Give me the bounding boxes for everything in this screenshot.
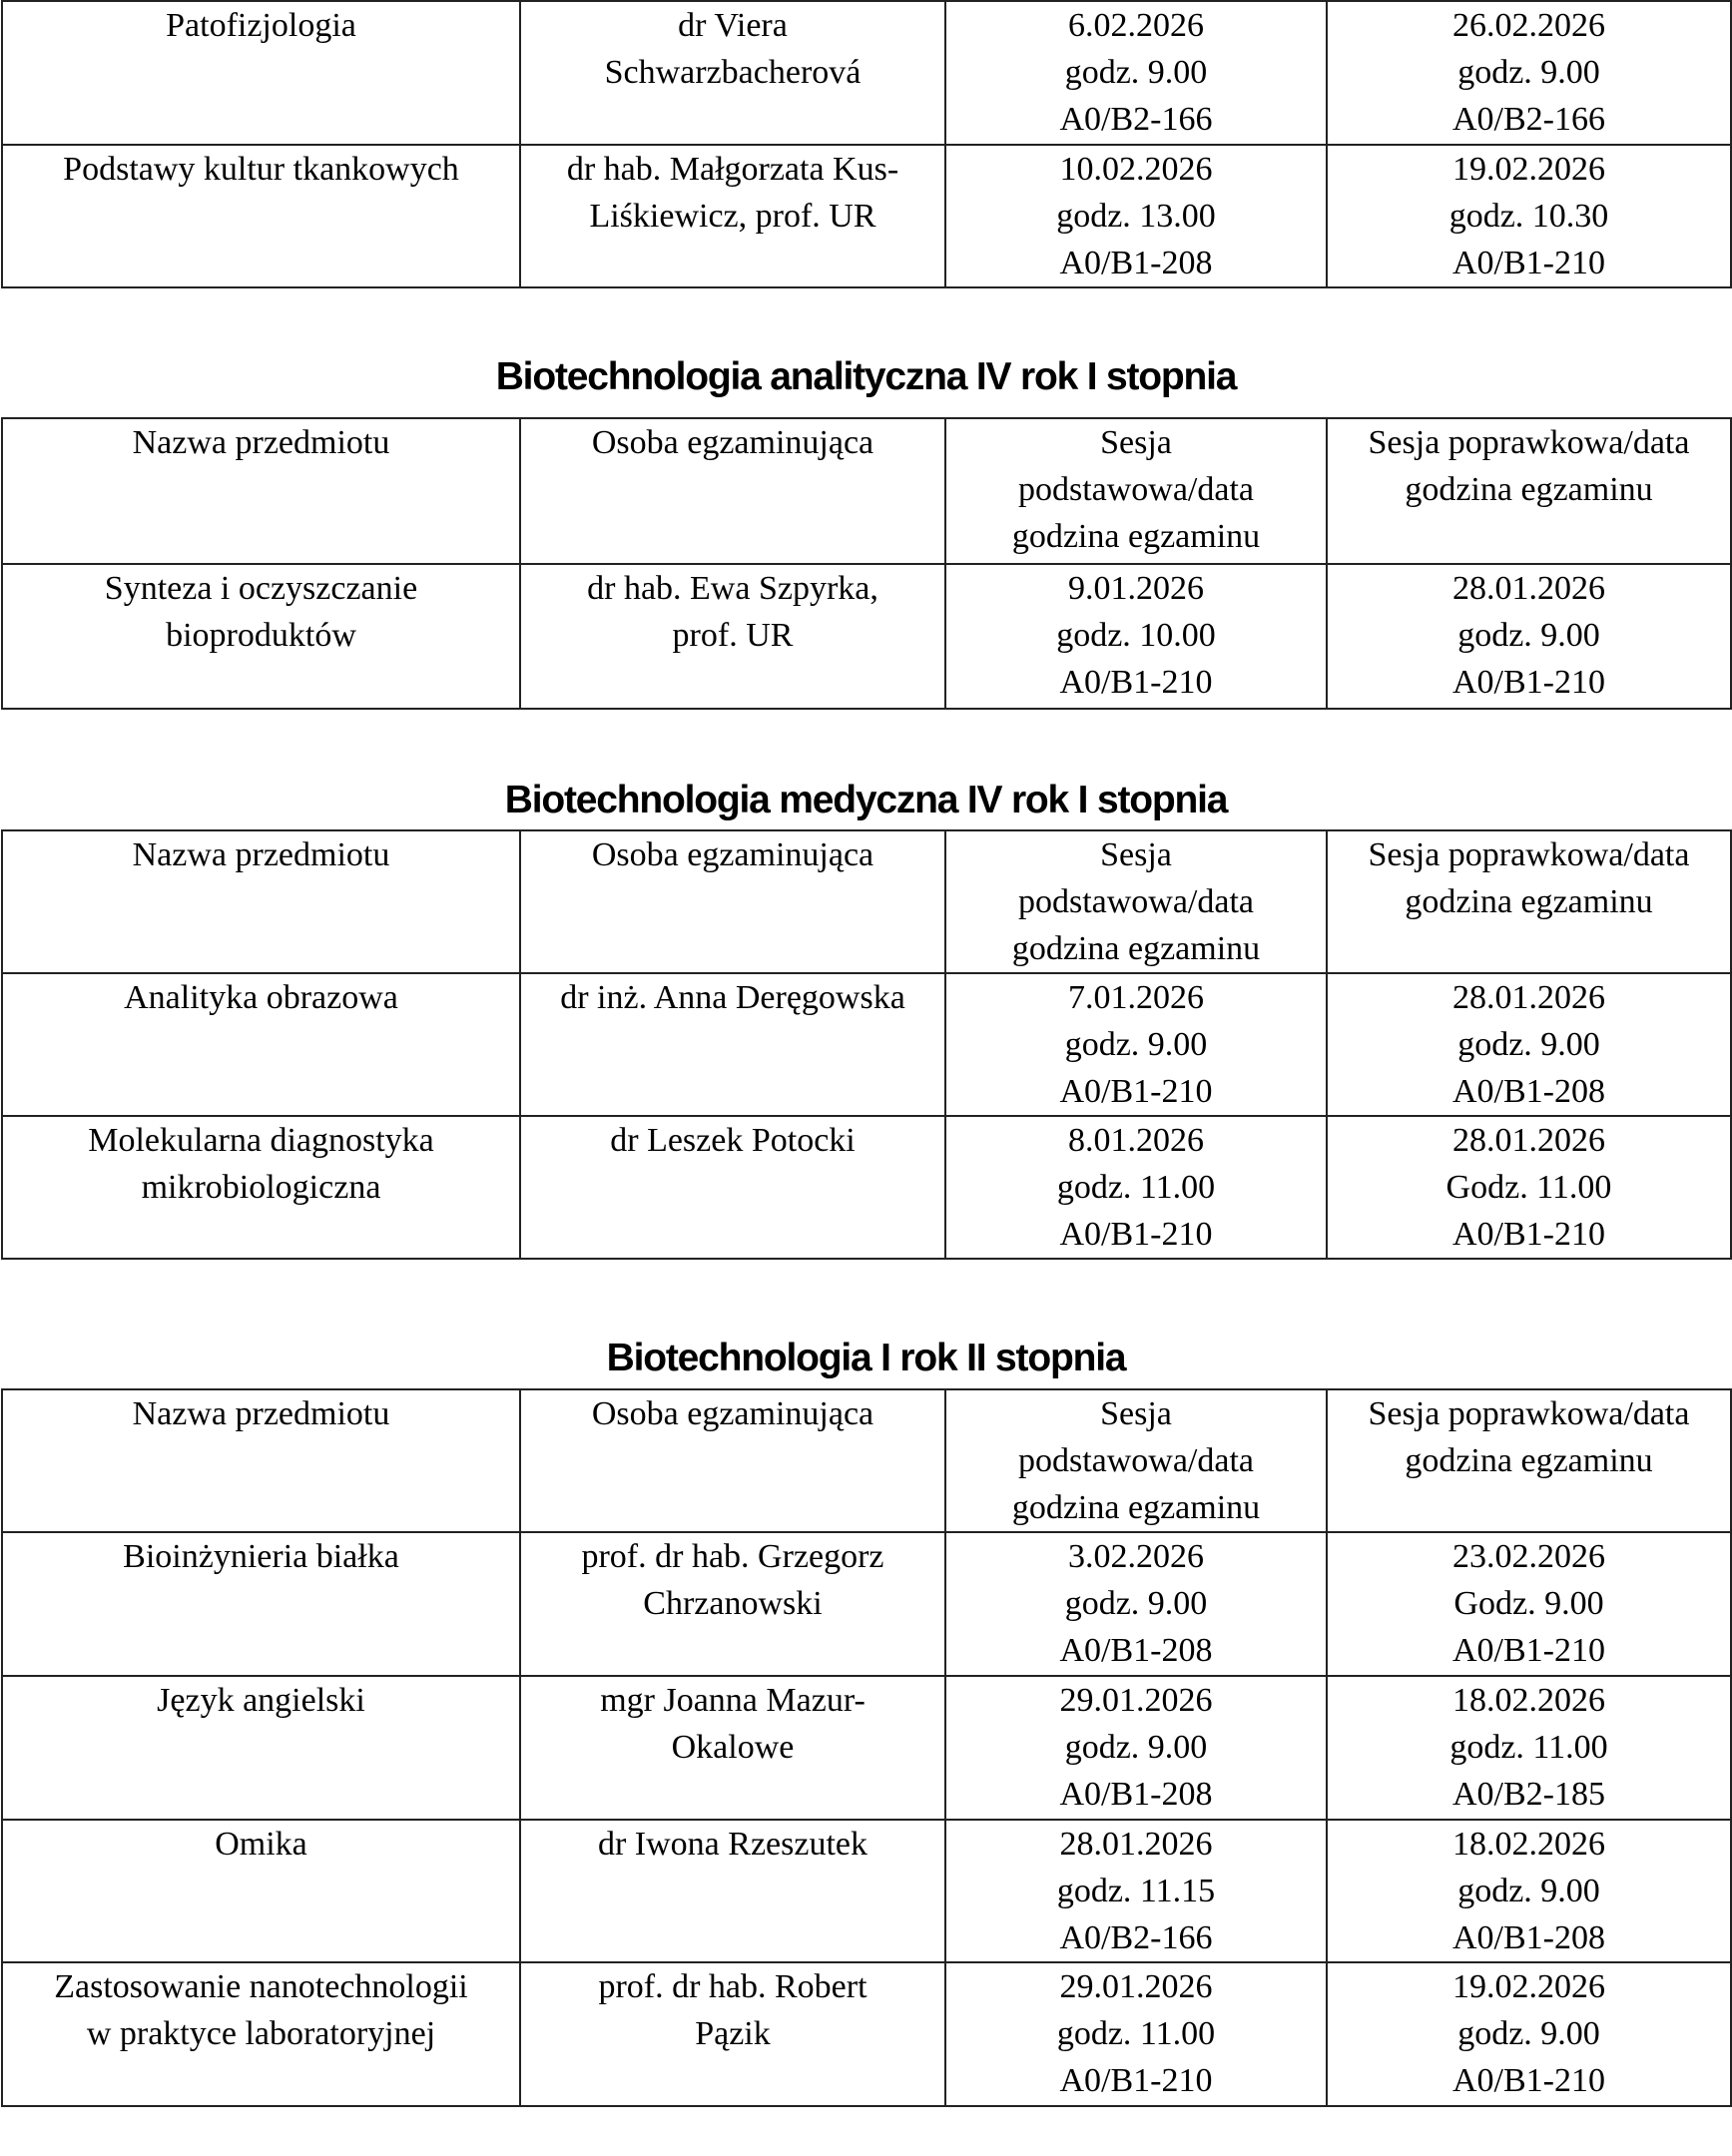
examiner-line: Liśkiewicz, prof. UR — [589, 198, 876, 235]
header-line: Nazwa przedmiotu — [132, 424, 390, 461]
header-main-session — [945, 830, 1327, 973]
header-retake-session — [1327, 418, 1731, 564]
examiner-line: dr hab. Ewa Szpyrka, — [587, 570, 878, 607]
exam-room: A0/B1-208 — [1059, 1632, 1213, 1669]
retake-session-cell — [1327, 1116, 1731, 1259]
exam-date: 19.02.2026 — [1452, 1968, 1605, 2005]
subject-line: Bioinżynieria białka — [123, 1538, 399, 1575]
subject-cell — [2, 1676, 520, 1820]
examiner-line: dr hab. Małgorzata Kus- — [566, 151, 899, 188]
subject-line: bioproduktów — [166, 617, 356, 654]
examiner-cell — [520, 1, 945, 145]
header-line: Sesja — [1100, 836, 1172, 873]
retake-session-cell — [1327, 1962, 1731, 2106]
header-line: podstawowa/data — [1017, 471, 1255, 508]
header-line: Sesja poprawkowa/data — [1368, 836, 1690, 873]
examiner-cell — [520, 1962, 945, 2106]
subject-cell — [2, 145, 520, 287]
section-title: Biotechnologia analityczna IV rok I stopnia — [495, 355, 1237, 398]
subject-line: Język angielski — [157, 1682, 365, 1719]
examiner-line: dr inż. Anna Deręgowska — [560, 979, 905, 1016]
header-retake-session — [1327, 1389, 1731, 1532]
table-row — [2, 1532, 1731, 1676]
header-line: podstawowa/data — [1017, 883, 1255, 920]
exam-date: 10.02.2026 — [1059, 151, 1213, 188]
exam-time: godz. 10.00 — [1056, 617, 1216, 654]
exam-table-masters — [1, 1388, 1732, 2107]
table-row — [2, 1676, 1731, 1820]
exam-time: godz. 9.00 — [1064, 1585, 1208, 1622]
main-session-cell — [945, 564, 1327, 709]
main-session-cell — [945, 1676, 1327, 1820]
exam-room: A0/B1-210 — [1452, 1216, 1605, 1253]
main-session-cell — [945, 1820, 1327, 1962]
exam-date: 26.02.2026 — [1452, 7, 1605, 44]
exam-time: godz. 11.15 — [1056, 1873, 1216, 1909]
header-main-session — [945, 418, 1327, 564]
retake-session-cell — [1327, 1, 1731, 145]
exam-room: A0/B1-210 — [1452, 1632, 1605, 1669]
header-line: godzina egzaminu — [1405, 1442, 1653, 1479]
header-main-session — [945, 1389, 1327, 1532]
examiner-line: prof. dr hab. Robert — [598, 1968, 867, 2005]
examiner-line: Schwarzbacherová — [604, 54, 862, 91]
exam-date: 28.01.2026 — [1059, 1826, 1213, 1863]
examiner-line: Chrzanowski — [643, 1585, 823, 1622]
header-line: godzina egzaminu — [1011, 1489, 1261, 1526]
exam-room: A0/B1-210 — [1452, 245, 1605, 281]
exam-room: A0/B2-166 — [1452, 101, 1605, 138]
header-line: Nazwa przedmiotu — [132, 1395, 390, 1432]
retake-session-cell — [1327, 564, 1731, 709]
exam-date: 18.02.2026 — [1452, 1682, 1605, 1719]
retake-session-cell — [1327, 1676, 1731, 1820]
subject-line: mikrobiologiczna — [141, 1169, 381, 1206]
main-session-cell — [945, 1962, 1327, 2106]
header-line: Osoba egzaminująca — [591, 424, 874, 461]
header-line: Sesja — [1100, 1395, 1172, 1432]
exam-time: godz. 11.00 — [1056, 2015, 1216, 2052]
subject-cell — [2, 1, 520, 145]
exam-date: 28.01.2026 — [1452, 1122, 1605, 1159]
exam-room: A0/B2-185 — [1452, 1776, 1605, 1813]
examiner-cell — [520, 564, 945, 709]
header-line: godzina egzaminu — [1011, 930, 1261, 967]
header-line: godzina egzaminu — [1405, 471, 1653, 508]
table-row — [2, 145, 1731, 287]
examiner-line: dr Leszek Potocki — [610, 1122, 856, 1159]
main-session-cell — [945, 1, 1327, 145]
subject-line: w praktyce laboratoryjnej — [86, 2015, 436, 2052]
exam-table-medical — [1, 829, 1732, 1260]
exam-time: godz. 9.00 — [1457, 617, 1600, 654]
header-line: Osoba egzaminująca — [591, 836, 874, 873]
subject-cell — [2, 1116, 520, 1259]
examiner-line: Okalowe — [671, 1729, 795, 1766]
exam-date: 18.02.2026 — [1452, 1826, 1605, 1863]
exam-room: A0/B1-208 — [1059, 1776, 1213, 1813]
exam-date: 6.02.2026 — [1068, 7, 1204, 44]
subject-line: Molekularna diagnostyka — [88, 1122, 434, 1159]
main-session-cell — [945, 1116, 1327, 1259]
exam-table-analytical — [1, 417, 1732, 710]
examiner-cell — [520, 1820, 945, 1962]
exam-time: godz. 9.00 — [1457, 54, 1600, 91]
main-session-cell — [945, 1532, 1327, 1676]
examiner-line: prof. dr hab. Grzegorz — [581, 1538, 884, 1575]
exam-room: A0/B1-210 — [1059, 1073, 1213, 1110]
exam-room: A0/B1-208 — [1059, 245, 1213, 281]
examiner-line: dr Iwona Rzeszutek — [597, 1826, 867, 1863]
header-examiner — [520, 1389, 945, 1532]
table-row — [2, 1, 1731, 145]
examiner-cell — [520, 1116, 945, 1259]
header-subject — [2, 1389, 520, 1532]
subject-line: Zastosowanie nanotechnologii — [54, 1968, 468, 2005]
exam-time: godz. 9.00 — [1064, 1729, 1208, 1766]
exam-time: godz. 9.00 — [1457, 1873, 1600, 1909]
header-line: Sesja poprawkowa/data — [1368, 424, 1690, 461]
table-row — [2, 1820, 1731, 1962]
examiner-cell — [520, 1676, 945, 1820]
table-header-row — [2, 830, 1731, 973]
subject-line: Podstawy kultur tkankowych — [63, 151, 459, 188]
section-title: Biotechnologia medyczna IV rok I stopnia — [504, 779, 1228, 821]
table-header-row — [2, 1389, 1731, 1532]
exam-time: godz. 9.00 — [1457, 1026, 1600, 1063]
examiner-cell — [520, 973, 945, 1116]
exam-date: 29.01.2026 — [1059, 1968, 1213, 2005]
exam-date: 19.02.2026 — [1452, 151, 1605, 188]
main-session-cell — [945, 973, 1327, 1116]
header-examiner — [520, 418, 945, 564]
exam-room: A0/B1-210 — [1059, 2062, 1213, 2099]
subject-line: Omika — [215, 1826, 307, 1863]
header-line: Osoba egzaminująca — [591, 1395, 874, 1432]
main-session-cell — [945, 145, 1327, 287]
exam-date: 8.01.2026 — [1068, 1122, 1204, 1159]
header-retake-session — [1327, 830, 1731, 973]
exam-time: godz. 9.00 — [1457, 2015, 1600, 2052]
exam-date: 23.02.2026 — [1452, 1538, 1605, 1575]
exam-time: Godz. 9.00 — [1453, 1585, 1604, 1622]
exam-room: A0/B1-208 — [1452, 1919, 1605, 1956]
table-header-row — [2, 418, 1731, 564]
subject-cell — [2, 1962, 520, 2106]
exam-time: godz. 9.00 — [1064, 1026, 1208, 1063]
section-title: Biotechnologia I rok II stopnia — [606, 1337, 1126, 1379]
exam-time: godz. 11.00 — [1056, 1169, 1216, 1206]
examiner-cell — [520, 1532, 945, 1676]
exam-room: A0/B1-210 — [1452, 2062, 1605, 2099]
table-row — [2, 1116, 1731, 1259]
header-line: Sesja — [1100, 424, 1172, 461]
subject-cell — [2, 973, 520, 1116]
header-line: godzina egzaminu — [1405, 883, 1653, 920]
subject-cell — [2, 1820, 520, 1962]
retake-session-cell — [1327, 1532, 1731, 1676]
table-row — [2, 973, 1731, 1116]
exam-date: 29.01.2026 — [1059, 1682, 1213, 1719]
header-subject — [2, 830, 520, 973]
subject-line: Patofizjologia — [166, 7, 356, 44]
examiner-line: dr Viera — [678, 7, 788, 44]
header-subject — [2, 418, 520, 564]
exam-date: 3.02.2026 — [1068, 1538, 1204, 1575]
header-line: Sesja poprawkowa/data — [1368, 1395, 1690, 1432]
exam-room: A0/B1-210 — [1452, 664, 1605, 701]
subject-line: Synteza i oczyszczanie — [104, 570, 418, 607]
exam-room: A0/B2-166 — [1059, 101, 1213, 138]
examiner-line: Pązik — [695, 2015, 771, 2052]
examiner-line: prof. UR — [672, 617, 794, 654]
examiner-cell — [520, 145, 945, 287]
exam-date: 28.01.2026 — [1452, 979, 1605, 1016]
header-examiner — [520, 830, 945, 973]
header-line: godzina egzaminu — [1011, 518, 1261, 555]
subject-line: Analityka obrazowa — [124, 979, 398, 1016]
exam-room: A0/B1-210 — [1059, 1216, 1213, 1253]
subject-cell — [2, 1532, 520, 1676]
exam-room: A0/B1-210 — [1059, 664, 1213, 701]
exam-time: godz. 11.00 — [1449, 1729, 1608, 1766]
exam-room: A0/B1-208 — [1452, 1073, 1605, 1110]
exam-table-continued — [1, 0, 1732, 288]
exam-date: 7.01.2026 — [1068, 979, 1204, 1016]
retake-session-cell — [1327, 1820, 1731, 1962]
header-line: podstawowa/data — [1017, 1442, 1255, 1479]
header-line: Nazwa przedmiotu — [132, 836, 390, 873]
exam-date: 28.01.2026 — [1452, 570, 1605, 607]
exam-time: Godz. 11.00 — [1445, 1169, 1612, 1206]
examiner-line: mgr Joanna Mazur- — [600, 1682, 866, 1719]
exam-time: godz. 10.30 — [1448, 198, 1609, 235]
exam-date: 9.01.2026 — [1068, 570, 1204, 607]
exam-time: godz. 9.00 — [1064, 54, 1208, 91]
table-row — [2, 564, 1731, 709]
exam-room: A0/B2-166 — [1059, 1919, 1213, 1956]
subject-cell — [2, 564, 520, 709]
exam-time: godz. 13.00 — [1056, 198, 1216, 235]
retake-session-cell — [1327, 973, 1731, 1116]
retake-session-cell — [1327, 145, 1731, 287]
table-row — [2, 1962, 1731, 2106]
